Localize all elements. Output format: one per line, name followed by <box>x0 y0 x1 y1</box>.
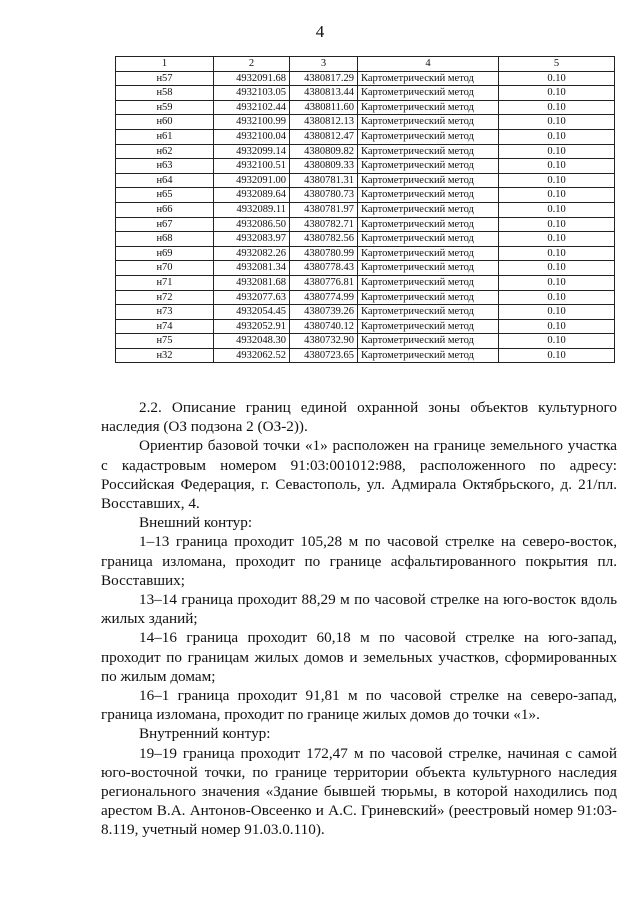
table-header-row <box>116 57 615 72</box>
header-cell: 5 <box>499 57 615 72</box>
table-row <box>116 290 615 305</box>
table-cell: 4932089.11 <box>214 202 290 217</box>
table-cell: 0.10 <box>499 348 615 363</box>
table-cell: 4380774.99 <box>290 290 358 305</box>
table-cell: 4380811.60 <box>290 100 358 115</box>
table-cell: Картометрический метод <box>358 100 499 115</box>
table-cell: Картометрический метод <box>358 202 499 217</box>
table-cell: Картометрический метод <box>358 334 499 349</box>
table-cell: Картометрический метод <box>358 115 499 130</box>
table-cell: н71 <box>116 275 214 290</box>
table-cell: Картометрический метод <box>358 86 499 101</box>
table-cell: Картометрический метод <box>358 217 499 232</box>
table-cell: 4932048.30 <box>214 334 290 349</box>
table-row <box>116 232 615 247</box>
table-body <box>116 71 615 363</box>
table-cell: 4380778.43 <box>290 261 358 276</box>
table-cell: н58 <box>116 86 214 101</box>
table-cell: н70 <box>116 261 214 276</box>
table-cell: Картометрический метод <box>358 159 499 174</box>
table-cell: Картометрический метод <box>358 275 499 290</box>
table-cell: 4380812.13 <box>290 115 358 130</box>
table-cell: 4380781.97 <box>290 202 358 217</box>
table-cell: Картометрический метод <box>358 348 499 363</box>
table-row <box>116 202 615 217</box>
table-cell: н62 <box>116 144 214 159</box>
table-cell: 0.10 <box>499 261 615 276</box>
table-cell: Картометрический метод <box>358 319 499 334</box>
table-cell: 4932099.14 <box>214 144 290 159</box>
paragraph: 13–14 граница проходит 88,29 м по часовой стрелке на юго-восток вдоль жилых зданий; <box>101 591 617 628</box>
header-cell: 2 <box>214 57 290 72</box>
table-cell: 4932091.00 <box>214 173 290 188</box>
table-row <box>116 275 615 290</box>
table-cell: 4932102.44 <box>214 100 290 115</box>
table-cell: Картометрический метод <box>358 188 499 203</box>
table-cell: н61 <box>116 129 214 144</box>
table-cell: 0.10 <box>499 159 615 174</box>
table-cell: Картометрический метод <box>358 173 499 188</box>
table-cell: Картометрический метод <box>358 144 499 159</box>
table-cell: н66 <box>116 202 214 217</box>
table-cell: Картометрический метод <box>358 232 499 247</box>
table-row <box>116 334 615 349</box>
table-cell: 4932103.05 <box>214 86 290 101</box>
table-row <box>116 100 615 115</box>
table-cell: н75 <box>116 334 214 349</box>
table-cell: 0.10 <box>499 71 615 86</box>
table-row <box>116 144 615 159</box>
table-cell: 0.10 <box>499 290 615 305</box>
table-cell: 4380740.12 <box>290 319 358 334</box>
table-cell: 0.10 <box>499 232 615 247</box>
table-row <box>116 173 615 188</box>
table-cell: 4380723.65 <box>290 348 358 363</box>
table-cell: 4932081.68 <box>214 275 290 290</box>
table-cell: н72 <box>116 290 214 305</box>
table-row <box>116 71 615 86</box>
table-cell: 4380813.44 <box>290 86 358 101</box>
table-cell: 4380812.47 <box>290 129 358 144</box>
table-cell: н60 <box>116 115 214 130</box>
table-row <box>116 159 615 174</box>
description-text <box>101 398 617 840</box>
table-cell: 0.10 <box>499 217 615 232</box>
table-cell: н65 <box>116 188 214 203</box>
table-cell: 4380809.82 <box>290 144 358 159</box>
table-row <box>116 188 615 203</box>
header-cell: 3 <box>290 57 358 72</box>
table-row <box>116 86 615 101</box>
table-cell: 0.10 <box>499 86 615 101</box>
paragraph: 14–16 граница проходит 60,18 м по часовой стрелке на юго-запад, проходит по границам жилых домов и земельных участков, сформированных по жилым домам; <box>101 629 617 685</box>
table-cell: 4932100.51 <box>214 159 290 174</box>
table-cell: н67 <box>116 217 214 232</box>
table-cell: 4380781.31 <box>290 173 358 188</box>
table-cell: 4932082.26 <box>214 246 290 261</box>
table-cell: 0.10 <box>499 275 615 290</box>
table-cell: 4932083.97 <box>214 232 290 247</box>
table-cell: 4932052.91 <box>214 319 290 334</box>
table-cell: н64 <box>116 173 214 188</box>
table-cell: Картометрический метод <box>358 71 499 86</box>
table-cell: 4932062.52 <box>214 348 290 363</box>
table-cell: 0.10 <box>499 173 615 188</box>
paragraph: 1–13 граница проходит 105,28 м по часовой стрелке на северо-восток, граница изломана, проходит по границе асфальтированного покрытия пл. Восставших; <box>101 533 617 589</box>
table-cell: 0.10 <box>499 246 615 261</box>
table-cell: Картометрический метод <box>358 129 499 144</box>
table-cell: 4380817.29 <box>290 71 358 86</box>
table-cell: 4380782.71 <box>290 217 358 232</box>
table-cell: 4932086.50 <box>214 217 290 232</box>
table-cell: 4380739.26 <box>290 305 358 320</box>
paragraph-inner-contour-heading: Внутренний контур: <box>139 725 271 743</box>
table-cell: 4380780.99 <box>290 246 358 261</box>
table-row <box>116 305 615 320</box>
table-cell: 4380809.33 <box>290 159 358 174</box>
table-cell: н69 <box>116 246 214 261</box>
table-cell: 4380732.90 <box>290 334 358 349</box>
table-cell: 4932091.68 <box>214 71 290 86</box>
table-cell: 0.10 <box>499 319 615 334</box>
table-row <box>116 246 615 261</box>
table-cell: 0.10 <box>499 202 615 217</box>
header-cell: 4 <box>358 57 499 72</box>
table-cell: 0.10 <box>499 188 615 203</box>
table-cell: 4932077.63 <box>214 290 290 305</box>
table-cell: 0.10 <box>499 334 615 349</box>
table-row <box>116 217 615 232</box>
table-cell: 4380776.81 <box>290 275 358 290</box>
paragraph-outer-contour-heading: Внешний контур: <box>139 514 253 532</box>
table-cell: Картометрический метод <box>358 305 499 320</box>
table-cell: н63 <box>116 159 214 174</box>
coordinates-table <box>115 56 615 363</box>
section-heading-paragraph: 2.2. Описание границ единой охранной зоны объектов культурного наследия (ОЗ подзона 2 (ОЗ-2)). <box>101 399 617 436</box>
table-cell: н32 <box>116 348 214 363</box>
table-cell: н59 <box>116 100 214 115</box>
table-cell: 0.10 <box>499 305 615 320</box>
table-row <box>116 115 615 130</box>
table-cell: н57 <box>116 71 214 86</box>
table-cell: 4932100.99 <box>214 115 290 130</box>
table-cell: н74 <box>116 319 214 334</box>
table-cell: Картометрический метод <box>358 246 499 261</box>
table-row <box>116 129 615 144</box>
table-cell: Картометрический метод <box>358 261 499 276</box>
table-cell: 4380782.56 <box>290 232 358 247</box>
table-cell: 0.10 <box>499 100 615 115</box>
table-cell: 0.10 <box>499 144 615 159</box>
table-cell: 4932054.45 <box>214 305 290 320</box>
table-row <box>116 319 615 334</box>
table-cell: н68 <box>116 232 214 247</box>
table-cell: н73 <box>116 305 214 320</box>
paragraph: 19–19 граница проходит 172,47 м по часовой стрелке, начиная с самой юго-восточной точки, по границе территории объекта культурного наследия регионального значения «Здание бывшей тюрьмы, в которой находились под арестом В.А. Антонов-Овсеенко и А.С. Гриневский» (реестровый номер 91:03-8.119, учетный номер 91.03.0.110). <box>101 744 617 839</box>
table-cell: 0.10 <box>499 115 615 130</box>
paragraph: Ориентир базовой точки «1» расположен на границе земельного участка с кадастровым номером 91:03:001012:988, расположенного по адресу: Российская Федерация, г. Севастополь, ул. Адмирала Октябрьского, д. 21/пл. Восставших, 4. <box>101 437 617 513</box>
header-cell: 1 <box>116 57 214 72</box>
table-cell: 0.10 <box>499 129 615 144</box>
table-cell: 4932089.64 <box>214 188 290 203</box>
table-row <box>116 348 615 363</box>
table-cell: 4932100.04 <box>214 129 290 144</box>
page-number: 4 <box>315 22 325 41</box>
table-row <box>116 261 615 276</box>
table-cell: 4380780.73 <box>290 188 358 203</box>
table-cell: 4932081.34 <box>214 261 290 276</box>
paragraph: 16–1 граница проходит 91,81 м по часовой стрелке на северо-запад, граница изломана, проходит по границе жилых домов до точки «1». <box>101 687 617 724</box>
table-cell: Картометрический метод <box>358 290 499 305</box>
